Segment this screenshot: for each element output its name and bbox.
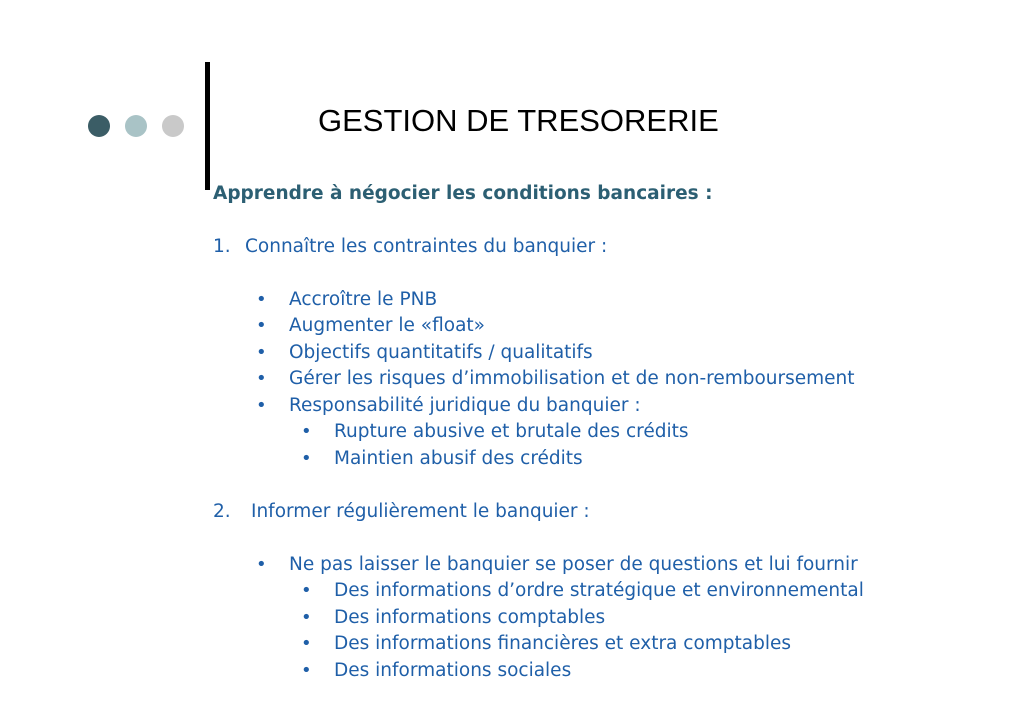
bullet-icon: • (301, 607, 312, 628)
bullet-icon: • (301, 660, 312, 681)
decorative-dot-grey (162, 115, 184, 137)
bullet-icon: • (256, 315, 267, 336)
bullet-icon: • (301, 580, 312, 601)
section1-item: Objectifs quantitatifs / qualitatifs (289, 342, 593, 363)
section1-item: Responsabilité juridique du banquier : (289, 395, 641, 416)
bullet-icon: • (301, 421, 312, 442)
section1-number: 1. (213, 236, 231, 257)
section2-item: Ne pas laisser le banquier se poser de questions et lui fournir (289, 554, 858, 575)
section2-subitem: Des informations d’ordre stratégique et environnemental (334, 580, 864, 601)
decorative-dot-dark (88, 115, 110, 137)
bullet-icon: • (256, 554, 267, 575)
section2-heading: Informer régulièrement le banquier : (251, 501, 590, 522)
page-title: GESTION DE TRESORERIE (318, 103, 719, 138)
section2-subitem: Des informations financières et extra comptables (334, 633, 792, 654)
intro-heading: Apprendre à négocier les conditions bancaires : (213, 183, 713, 204)
bullet-icon: • (301, 448, 312, 469)
decorative-dot-light (125, 115, 147, 137)
bullet-icon: • (256, 368, 267, 389)
section1-heading: Connaître les contraintes du banquier : (245, 236, 608, 257)
section2-subitem: Des informations comptables (334, 607, 606, 628)
section2-number: 2. (213, 501, 231, 522)
vertical-divider (205, 62, 210, 190)
bullet-icon: • (301, 633, 312, 654)
section1-item: Accroître le PNB (289, 289, 438, 310)
bullet-icon: • (256, 289, 267, 310)
section1-subitem: Maintien abusif des crédits (334, 448, 583, 469)
section2-subitem: Des informations sociales (334, 660, 572, 681)
bullet-icon: • (256, 395, 267, 416)
section1-item: Augmenter le «float» (289, 315, 485, 336)
bullet-icon: • (256, 342, 267, 363)
section1-subitem: Rupture abusive et brutale des crédits (334, 421, 689, 442)
section1-item: Gérer les risques d’immobilisation et de non-remboursement (289, 368, 855, 389)
